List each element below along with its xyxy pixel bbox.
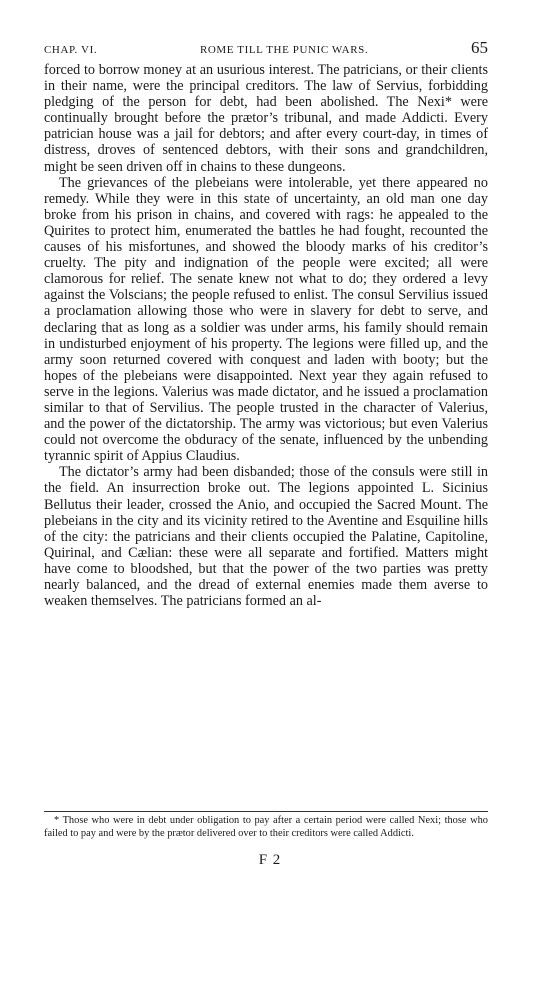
- footnote-text: * Those who were in debt under obligation to pay after a certain period were called Nexi; those who failed to pay and were by the prætor delivered over to their creditors were called Addicti.: [44, 815, 488, 839]
- paragraph-2: The grievances of the plebeians were intolerable, yet there appeared no remedy. While they were in this state of uncertainty, an old man one day broke from his prison in chains, and covered with rags: he appealed to the Quirites to protect him, enumerated the battles he had fought, recounted the causes of his misfortunes, and showed the bloody marks of his creditor’s cruelty. The pity and indignation of the people were excited; all were clamorous for relief. The senate knew not what to do; they ordered a levy against the Volscians; the people refused to enlist. The consul Servilius issued a proclamation allowing those who were in slavery for debt to serve, and declaring that as long as a soldier was under arms, his family should remain in undisturbed enjoyment of his property. The legions were filled up, and the army soon returned covered with conquest and laden with booty; but the hopes of the plebeians were disappointed. Next year they again refused to serve in the legions. Valerius was made dictator, and he issued a proclamation similar to that of Servilius. The people trusted in the character of Valerius, and the power of the dictatorship. The army was victorious; but even Valerius could not overcome the obduracy of the senate, influenced by the unbending tyrannic spirit of Appius Claudius.: [44, 174, 488, 465]
- paragraph-3: The dictator’s army had been disbanded; those of the consuls were still in the field. An insurrection broke out. The legions appointed L. Sicinius Bellutus their leader, crossed the Anio, and occupied the Sacred Mount. The plebeians in the city and its vicinity retired to the Aventine and Esquiline hills of the city: the patricians and their clients occupied the Palatine, Capitoline, Quirinal, and Cælian: these were all separate and fortified. Matters might have come to bloodshed, but that the power of the two parties was pretty nearly balanced, and the dread of external enemies made them averse to weaken themselves. The patricians formed an al-: [44, 464, 488, 610]
- footnote-rule: [44, 811, 488, 812]
- running-header: [44, 38, 488, 58]
- footnote: [44, 815, 488, 840]
- signature-mark: F 2: [258, 852, 282, 868]
- body-text: [44, 62, 488, 609]
- page-number: 65: [470, 38, 488, 57]
- chapter-label: CHAP. VI.: [44, 44, 98, 56]
- running-title: ROME TILL THE PUNIC WARS.: [199, 44, 369, 56]
- paragraph-1: forced to borrow money at an usurious interest. The patricians, or their clients in their name, were the principal creditors. The law of Servius, forbidding pledging of the person for debt, had been abolished. The Nexi* were continually brought before the prætor’s tribunal, and made Addicti. Every patrician house was a jail for debtors; and after every court-day, in times of distress, droves of sentenced debtors, with their sons and grandchildren, might be seen driven off in chains to these dungeons.: [44, 62, 488, 175]
